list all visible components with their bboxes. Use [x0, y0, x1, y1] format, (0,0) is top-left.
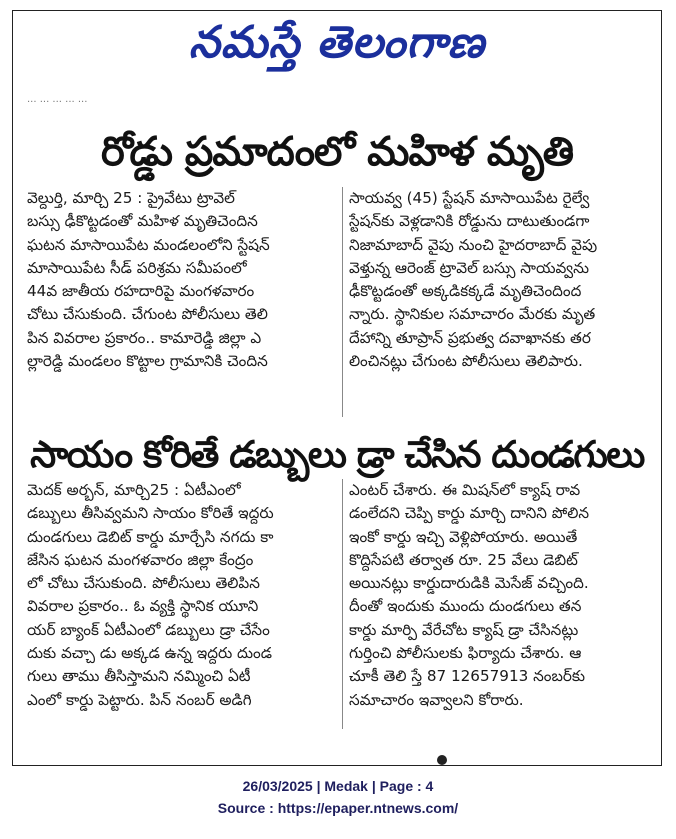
- newspaper-clipping: [12, 10, 662, 766]
- text-line: మెదక్ అర్బన్, మార్చి25 : ఏటీఎంలో: [27, 481, 241, 499]
- text-line: సాయవ్వ (45) స్టేషన్ మాసాయిపేట రైల్వే: [349, 189, 590, 207]
- text-line: గుర్తించి పోలీసులకు ఫిర్యాదు చేశారు. ఆ: [349, 644, 582, 663]
- text-line: వెల్దుర్తి, మార్చి 25 : ప్రైవేటు ట్రావెల్: [27, 189, 235, 207]
- text-line: డంలేదని చెప్పి కార్డు మార్చి దానిని పోలిన: [349, 504, 589, 523]
- text-line: వెళ్తున్న ఆరెంజ్ ట్రావెల్ బస్సు సాయవ్వను: [349, 258, 589, 277]
- cut-off-text-line: ... ... ... ... ...: [27, 97, 88, 105]
- text-line: చూకీ తెలి స్తే 87 12657913 నంబర్‌కు: [349, 667, 586, 686]
- text-line: పిన వివరాల ప్రకారం.. కామారెడ్డి జిల్లా ఎ: [27, 328, 262, 347]
- text-line: జేసిన ఘటన మంగళవారం జిల్లా కేంద్రం: [27, 550, 254, 569]
- text-line: న్నారు. స్థానికుల సమాచారం మేరకు మృత: [349, 305, 596, 324]
- text-line: ల్లారెడ్డి మండలం కొట్టాల గ్రామానికి చెందిన: [27, 352, 268, 371]
- article-1-left-column: [27, 187, 335, 373]
- text-line: 44వ జాతీయ రహదారిపై మంగళవారం: [27, 282, 255, 301]
- text-line: ఎంటర్ చేశారు. ఈ మిషన్‌లో క్యాష్ రావ: [349, 481, 581, 499]
- column-divider: [342, 187, 343, 417]
- text-line: దీంతో ఇందుకు ముందు దుండగులు తన: [349, 597, 582, 616]
- text-line: కార్డు మార్పి వేరేచోట క్యాష్ డ్రా చేసినట్లు: [349, 620, 579, 639]
- text-line: వివరాల ప్రకారం.. ఓ వ్యక్తి స్థానిక యూని: [27, 597, 259, 616]
- article-2-left-column: [27, 479, 335, 712]
- article-1-headline: రోడ్డు ప్రమాదంలో మహిళ మృతి: [101, 129, 573, 175]
- text-line: చోటు చేసుకుంది. చేగుంట పోలీసులు తెలి: [27, 305, 268, 324]
- text-line: లించినట్లు చేగుంట పోలీసులు తెలిపారు.: [349, 352, 583, 371]
- text-line: స్టేషన్‌కు వెళ్లడానికి రోడ్డును దాటుతుండగా: [349, 212, 590, 231]
- article-2-right-column: [349, 479, 649, 712]
- text-line: డబ్బులు తీసివ్వమని సాయం కోరితే ఇద్దరు: [27, 504, 274, 523]
- bullet-mark: [437, 755, 447, 765]
- text-line: నిజామాబాద్ వైపు నుంచి హైదరాబాద్ వైపు: [349, 235, 598, 254]
- text-line: ఎంలో కార్డు పెట్టారు. పిన్ నంబర్ అడిగి: [27, 690, 252, 709]
- text-line: దుండగులు డెబిట్ కార్డు మార్చేసి నగదు కా: [27, 527, 274, 546]
- masthead-title: నమస్తే తెలంగాణ: [188, 17, 486, 68]
- text-line: బస్సు ఢీకొట్టడంతో మహిళ మృతిచెందిన: [27, 212, 258, 231]
- text-line: దేహాన్ని తూప్రాన్ ప్రభుత్వ దవాఖానకు తర: [349, 328, 591, 347]
- text-line: కొద్దిసేపటి తర్వాత రూ. 25 వేలు డెబిట్: [349, 550, 578, 569]
- article-1-right-column: [349, 187, 649, 373]
- text-line: మాసాయిపేట సీడ్ పరిశ్రమ సమీపంలో: [27, 258, 247, 277]
- text-line: ఇంకో కార్డు ఇచ్చి వెళ్లిపోయారు. అయితే: [349, 527, 578, 546]
- text-line: ఘటన మాసాయిపేట మండలంలోని స్టేషన్: [27, 235, 270, 254]
- text-line: ఢీకొట్టడంతో అక్కడికక్కడే మృతిచెందింద: [349, 282, 582, 301]
- column-divider: [342, 479, 343, 729]
- article-2-headline: సాయం కోరితే డబ్బులు డ్రా చేసిన దుండగులు: [30, 433, 644, 476]
- text-line: గులు తాము తీసిస్తామని నమ్మించి ఏటీ: [27, 667, 251, 686]
- text-line: యర్ బ్యాంక్ ఏటీఎంలో డబ్బులు డ్రా చేసేం: [27, 620, 270, 639]
- text-line: సమాచారం ఇవ్వాలని కోరారు.: [349, 690, 524, 709]
- text-line: అయినట్లు కార్డుదారుడికి మెసేజ్ వచ్చింది.: [349, 574, 589, 593]
- masthead: [13, 11, 661, 87]
- edition-info: 26/03/2025 | Medak | Page : 4: [242, 778, 434, 794]
- text-line: లో చోటు చేసుకుంది. పోలీసులు తెలిపిన: [27, 574, 260, 593]
- text-line: దుకు వచ్చా డు అక్కడ ఉన్న ఇద్దరు దుండ: [27, 644, 272, 663]
- source-link: Source : https://epaper.ntnews.com/: [217, 800, 459, 816]
